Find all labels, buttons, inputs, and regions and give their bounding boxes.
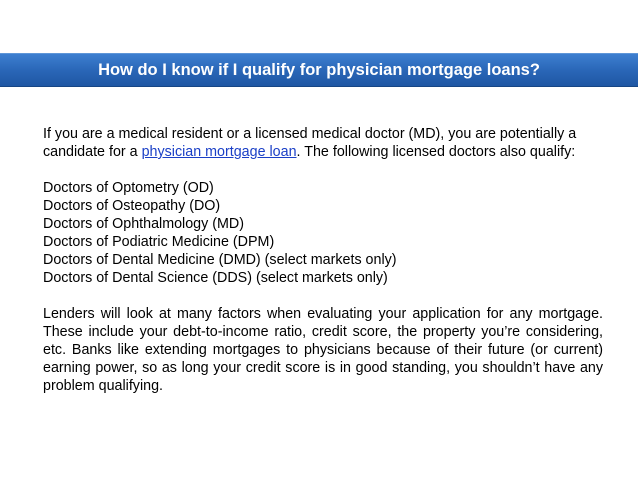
slide-body	[43, 125, 603, 395]
closing-paragraph: Lenders will look at many factors when evaluating your application for any mortgage. These include your debt-to-income ratio, credit score, the property you’re considering, etc. Banks like extending mortgages to physicians because of their future (or current) earning power, so as long your credit score is in good standing, you shouldn’t have any problem qualifying.	[43, 306, 603, 394]
intro-paragraph	[43, 125, 603, 161]
spacer	[43, 161, 603, 179]
list-item: Doctors of Dental Medicine (DMD) (select markets only)	[43, 252, 397, 268]
title-bar	[0, 53, 638, 87]
list-item: Doctors of Ophthalmology (MD)	[43, 216, 245, 232]
slide-title: How do I know if I qualify for physician mortgage loans?	[98, 61, 540, 79]
intro-text-before-link: If you are a medical resident or a licensed medical doctor (MD), you are potentially a candidate for a	[43, 126, 577, 160]
intro-text-after-link: . The following licensed doctors also qualify:	[296, 144, 576, 160]
list-item: Doctors of Podiatric Medicine (DPM)	[43, 234, 275, 250]
physician-mortgage-loan-link[interactable]: physician mortgage loan	[141, 144, 297, 160]
list-item: Doctors of Dental Science (DDS) (select markets only)	[43, 270, 388, 286]
spacer	[43, 287, 603, 305]
list-item: Doctors of Optometry (OD)	[43, 180, 214, 196]
list-item: Doctors of Osteopathy (DO)	[43, 198, 221, 214]
qualifying-doctors-list	[43, 179, 603, 287]
